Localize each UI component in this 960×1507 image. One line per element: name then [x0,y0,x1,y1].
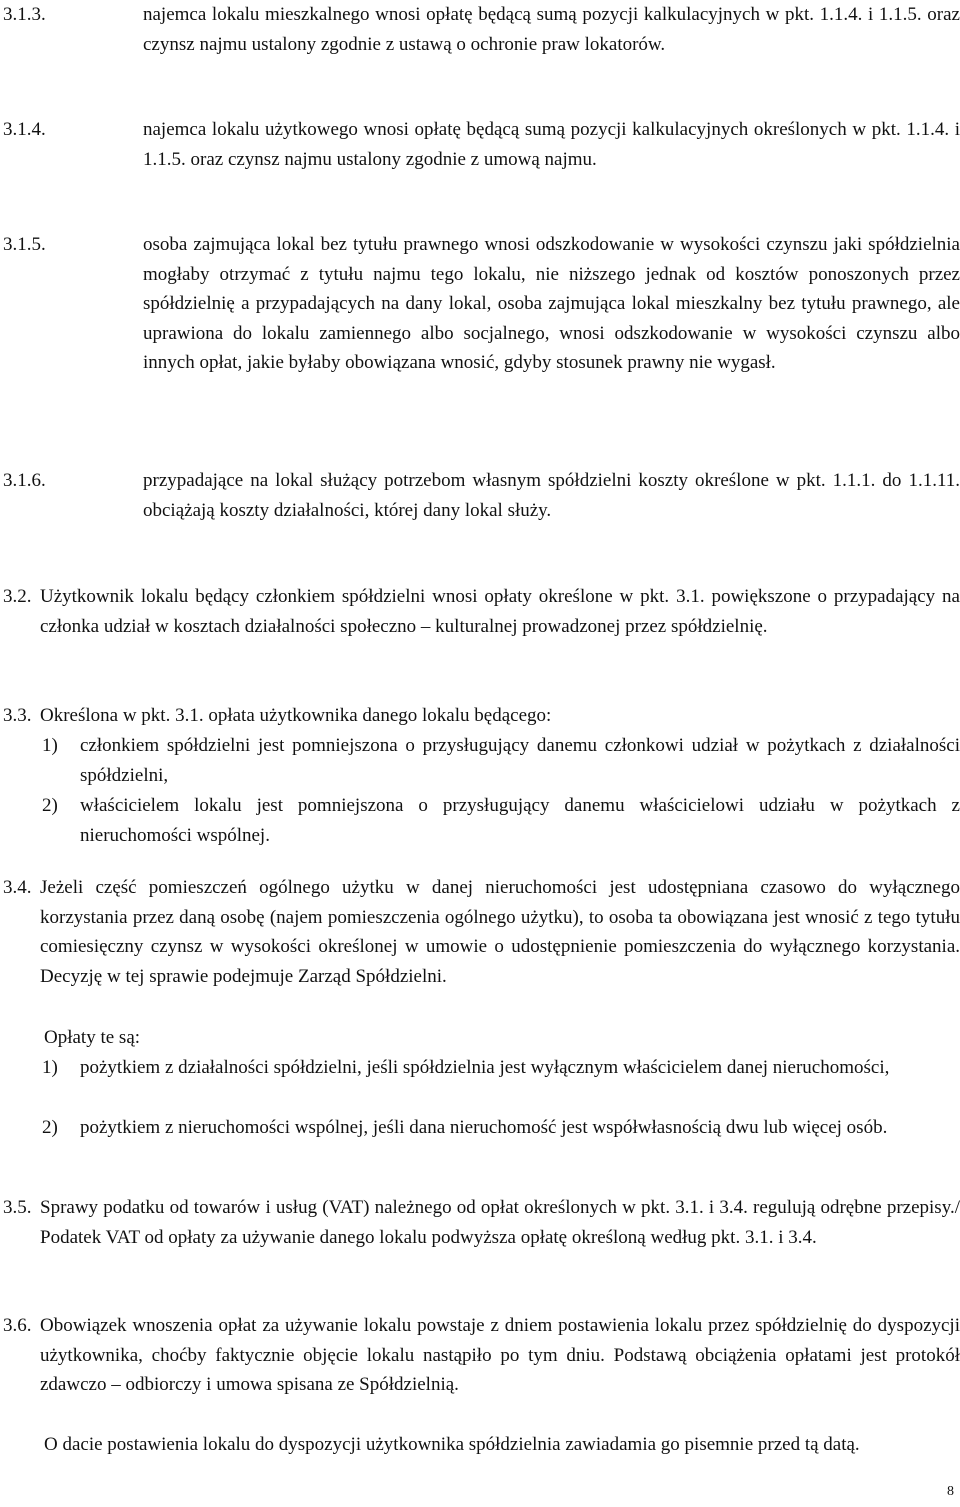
sub-item-text: osoba zajmująca lokal bez tytułu prawnego wnosi odszkodowanie w wysokości czynszu jaki spółdzielnia mogłaby otrzymać z tytułu najmu tego lokalu, nie niższego jednak od kosztów ponoszonych przez spółdzielnię a przypadających na dany lokal, osoba zajmująca lokal mieszkalny bez tytułu prawnego, ale uprawiona do lokalu zamiennego albo socjalnego, wnosi odszkodowanie w wysokości czynszu albo innych opłat, jakie byłaby obowiązana wnosić, gdyby stosunek prawny nie wygasł. [143,234,960,373]
list-item-text: pożytkiem z nieruchomości wspólnej, jeśli dana nieruchomość jest współwłasnością dwu lub więcej osób. [80,1117,888,1138]
sub-item-text: najemca lokalu użytkowego wnosi opłatę będącą sumą pozycji kalkulacyjnych określonych w pkt. 1.1.4. i 1.1.5. oraz czynsz najmu ustalony zgodnie z umową najmu. [143,119,960,170]
section-text: Jeżeli część pomieszczeń ogólnego użytku w danej nieruchomości jest udostępniana czasowo do wyłącznego korzystania przez daną osobę (najem pomieszczenia ogólnego użytku), to osoba ta obowiązana jest wnosić z tego tytułu comiesięczny czynsz w wysokości określonej w umowie o udostępnienie pomieszczenia do wyłącznego korzystania. Decyzję w tej sprawie podejmuje Zarząd Spółdzielni. [40,877,960,987]
section-number: 3.6. [3,1315,32,1336]
section-3-3 [0,701,960,846]
sub-item-number: 3.1.4. [3,119,46,140]
section-text: Użytkownik lokalu będący członkiem spółdzielni wnosi opłaty określone w pkt. 3.1. powiększone o przypadający na członka udział w kosztach działalności społeczno – kulturalnej prowadzonej przez spółdzielnię. [40,586,960,637]
section-3-4 [0,873,960,1173]
section-3-6 [0,1311,960,1486]
list-item-number: 1) [42,1057,58,1078]
list-item-number: 2) [42,1117,58,1138]
sub-item-number: 3.1.6. [3,470,46,491]
list-item-text: właścicielem lokalu jest pomniejszona o przysługujący danemu właścicielowi udziału w pożytkach z nieruchomości wspólnej. [80,795,960,846]
page-number: 8 [947,1484,954,1499]
sub-item-3-1-4 [0,115,960,205]
sub-item-text: przypadające na lokal służący potrzebom własnym spółdzielni koszty określone w pkt. 1.1.1. do 1.1.11. obciążają koszty działalności, której dany lokal służy. [143,470,960,521]
list-item-text: członkiem spółdzielni jest pomniejszona o przysługujący danemu członkowi udział w pożytkach z działalności spółdzielni, [80,735,960,786]
section-number: 3.3. [3,705,32,726]
section-3-2 [0,582,960,672]
sub-item-text: najemca lokalu mieszkalnego wnosi opłatę będącą sumą pozycji kalkulacyjnych w pkt. 1.1.4. i 1.1.5. oraz czynsz najmu ustalony zgodnie z ustawą o ochronie praw lokatorów. [143,4,960,55]
section-text: Sprawy podatku od towarów i usług (VAT) należnego od opłat określonych w pkt. 3.1. i 3.4. regulują odrębne przepisy./ Podatek VAT od opłaty za używanie danego lokalu podwyższa opłatę określoną według pkt. 3.1. i 3.4. [40,1197,960,1248]
fees-intro: Opłaty te są: [44,1027,141,1048]
section-number: 3.2. [3,586,32,607]
list-item-text: pożytkiem z działalności spółdzielni, jeśli spółdzielnia jest wyłącznym właścicielem danej nieruchomości, [80,1057,890,1078]
section-text: Określona w pkt. 3.1. opłata użytkownika danego lokalu będącego: [40,705,552,726]
sub-item-number: 3.1.3. [3,4,46,25]
sub-item-number: 3.1.5. [3,234,46,255]
sub-item-3-1-5 [0,230,960,440]
section-3-5 [0,1193,960,1283]
section-number: 3.5. [3,1197,32,1218]
section-number: 3.4. [3,877,32,898]
section-text: Obowiązek wnoszenia opłat za używanie lokalu powstaje z dniem postawienia lokalu przez spółdzielnię do dyspozycji użytkownika, choćby faktycznie objęcie lokalu nastąpiło po tym dniu. Podstawą obciążenia opłatami jest protokół zdawczo – odbiorczy i umowa spisana ze Spółdzielnią. [40,1315,960,1395]
sub-item-3-1-6 [0,466,960,526]
list-item-number: 2) [42,795,58,816]
list-item-number: 1) [42,735,58,756]
section-note: O dacie postawienia lokalu do dyspozycji użytkownika spółdzielnia zawiadamia go pisemnie przed tą datą. [44,1434,860,1455]
sub-item-3-1-3 [0,0,960,90]
